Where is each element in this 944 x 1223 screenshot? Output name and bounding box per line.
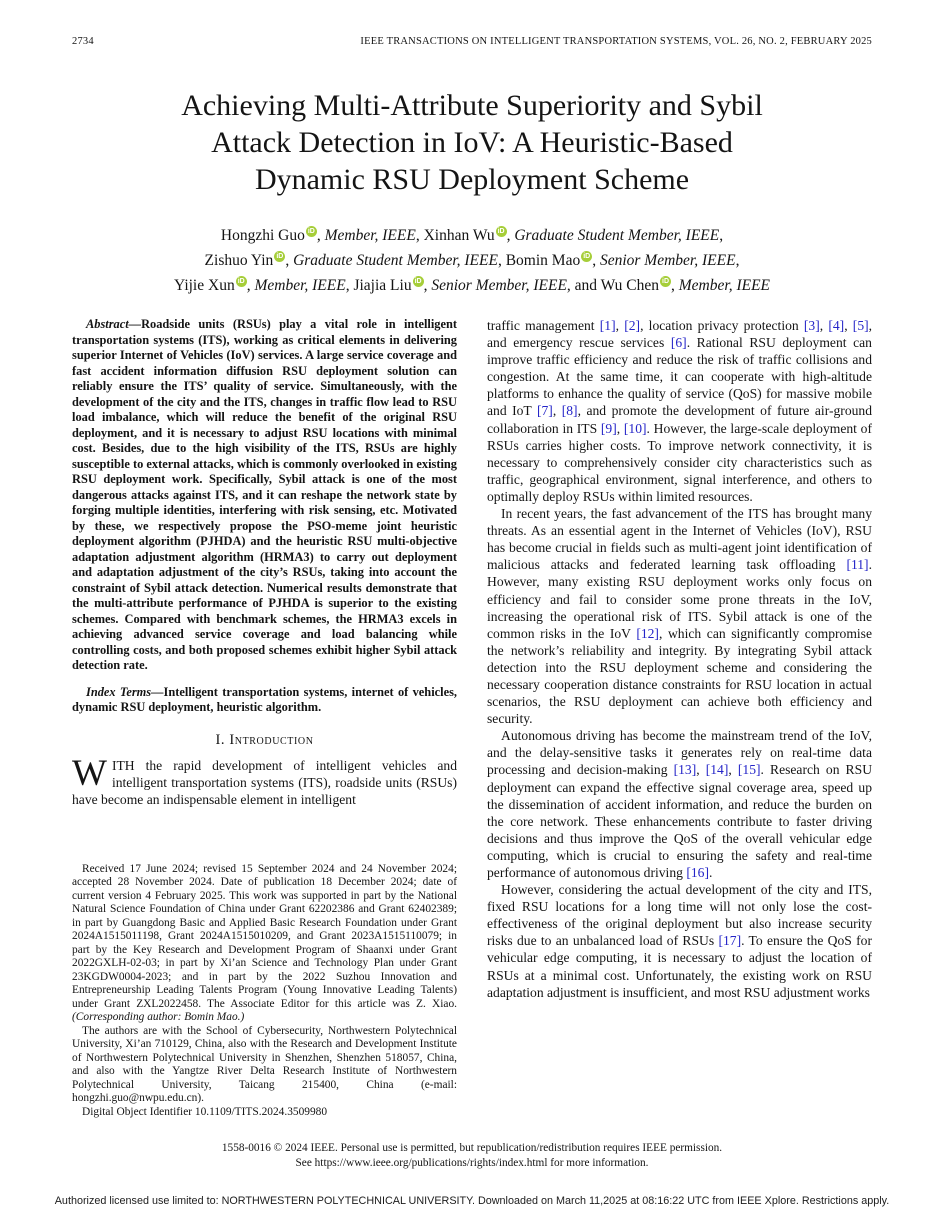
author-role: Member, IEEE — [254, 277, 346, 294]
citation-ref[interactable]: [13] — [673, 762, 697, 778]
intro-text: ITH the rapid development of intelligent vehicles and intelligent transportation systems (ITS), roadside units (RSUs) have become an indispensable element in intelligent — [72, 757, 457, 807]
footnote-received — [72, 863, 457, 1025]
citation-ref[interactable]: [11] — [846, 557, 869, 573]
author-role: Senior Member, IEEE — [599, 252, 736, 269]
two-column-body — [72, 317, 872, 1119]
abstract-label: Abstract— — [86, 317, 142, 331]
orcid-icon[interactable]: iD — [662, 277, 670, 285]
authorized-use-notice: Authorized licensed use limited to: NORTHWESTERN POLYTECHNICAL UNIVERSITY. Downloaded on March 11,2025 at 08:16:22 UTC from IEEE Xplore. Restrictions apply. — [54, 1195, 890, 1207]
citation-ref[interactable]: [9] — [600, 420, 617, 436]
body-paragraph-4: However, considering the actual development of the city and ITS, fixed RSU locations for a long time will not only lose the cost-effectiveness of the original deployment but also increase security risks due to an unbalanced load of RSUs [17]. To ensure the QoS for vehicular edge computing, it is necessary to adjust the location of RSUs at a minimal cost. Unfortunately, the existing work on RSU adaptation adjustment is insufficient, and most RSU adjustment works — [487, 882, 872, 1000]
author-role: Graduate Student Member, IEEE — [514, 227, 720, 244]
abstract — [72, 317, 457, 674]
author-name: Xinhan Wu — [423, 227, 495, 244]
author-name: Wu Chen — [600, 277, 660, 294]
author-name: Yijie Xun — [173, 277, 235, 294]
author-role: Member, IEEE — [324, 227, 416, 244]
citation-ref[interactable]: [2] — [624, 318, 641, 333]
first-page-footnote — [72, 863, 457, 1120]
author-line-2: Zishuo Yin iD , Graduate Student Member, IEEE, Bomin Mao iD , Senior Member, IEEE, — [204, 252, 740, 269]
footnote-doi: Digital Object Identifier 10.1109/TITS.2024.3509980 — [82, 1105, 328, 1118]
copyright-footer — [0, 1141, 944, 1171]
intro-paragraph — [72, 752, 457, 808]
citation-ref[interactable]: [15] — [737, 762, 761, 778]
citation-ref[interactable]: [8] — [561, 403, 578, 419]
citation-ref[interactable]: [4] — [828, 318, 845, 333]
title-line-3: Dynamic RSU Deployment Scheme — [254, 163, 690, 196]
orcid-icon[interactable]: iD — [497, 227, 505, 235]
citation-ref[interactable]: [3] — [803, 318, 820, 333]
right-column — [487, 317, 872, 1119]
body-paragraph-3: Autonomous driving has become the mainstream trend of the IoV, and the delay-sensitive tasks it generates rely on real-time data processing and decision-making [13], [14], [15]. Research on RSU deployment can expand the effective signal coverage area, speed up the dissemination of accident information, and reduce the burden on the core network. These enhancements contribute to faster driving decisions and thus improve the QoS of the overall vehicular edge computing, which is crucial to ensuring the safety and real-time performance of autonomous driving [16]. — [487, 728, 872, 880]
author-name: Zishuo Yin — [204, 252, 274, 269]
journal-header: IEEE TRANSACTIONS ON INTELLIGENT TRANSPORTATION SYSTEMS, VOL. 26, NO. 2, FEBRUARY 2025 — [360, 36, 872, 47]
left-column — [72, 317, 457, 1119]
orcid-icon[interactable]: iD — [237, 277, 245, 285]
citation-ref[interactable]: [14] — [705, 762, 729, 778]
index-terms-text: Intelligent transportation systems, internet of vehicles, dynamic RSU deployment, heuristic algorithm. — [72, 684, 457, 714]
index-terms-label: Index Terms— — [86, 684, 164, 699]
author-line-1: Hongzhi Guo iD , Member, IEEE, Xinhan Wu iD , Graduate Student Member, IEEE, — [220, 227, 724, 244]
dropcap: W — [72, 752, 107, 794]
footnote-affiliations: The authors are with the School of Cybersecurity, Northwestern Polytechnical University, Xi’an 710129, China, also with the Research and Development Institute of Northwestern Polytechnical University in Shenzhen, Shenzhen 518057, China, and also with the Yangtze River Delta Research Institute of Northwestern Polytechnical University, Taicang 215400, China (e-mail: hongzhi.guo@nwpu.edu.cn). — [72, 1024, 457, 1104]
orcid-icon[interactable]: iD — [276, 252, 284, 260]
citation-ref[interactable]: [12] — [636, 625, 659, 641]
page-number: 2734 — [72, 36, 94, 47]
orcid-icon[interactable]: iD — [583, 252, 591, 260]
citation-ref[interactable]: [16] — [686, 865, 709, 880]
abstract-text: Roadside units (RSUs) play a vital role in intelligent transportation systems (ITS), working as critical elements in delivering superior Internet of Vehicles (IoV) services. A large service coverage and fast accident information diffusion RSU deployment solution can reliably ensure the ITS’ quality of service. Simultaneously, with the development of the city and the ITS, changes in traffic flow lead to RSU load imbalance, which will reduce the benefit of the original RSU deployment, and it is necessary to adjust RSU locations with minimal cost. Besides, due to the high visibility of the ITS, RSUs are highly susceptible to external attacks, which is commonly overlooked in existing RSU deployment work. Specifically, Sybil attack is one of the most dangerous attacks against ITS, and it can reshape the network state by forging multiple identities, interfering with risk sensing, etc. Motivated by these, we respectively propose the PSO-meme joint heuristic deployment algorithm (PJHDA) and the heuristic RSU multi-objective adaptation adjustment algorithm (HRMA3) to carry out deployment and adaptation adjustment of the city’s RSUs, taking into account the constraint of Sybil attack detection. Numerical results demonstrate that the multi-attribute performance of PJHDA is superior to the existing schemes. Compared with benchmark schemes, the HRMA3 excels in achieving advanced service coverage and load balancing while controlling costs, and both proposed schemes exhibit higher Sybil attack detection rate. — [72, 317, 457, 672]
orcid-icon[interactable]: iD — [414, 277, 422, 285]
paper-title — [72, 87, 872, 198]
copyright-line: 1558-0016 © 2024 IEEE. Personal use is permitted, but republication/redistribution requires IEEE permission. — [221, 1142, 723, 1154]
citation-ref[interactable]: [17] — [718, 933, 742, 949]
author-name: Hongzhi Guo — [220, 227, 305, 244]
author-role: Graduate Student Member, IEEE — [293, 252, 498, 269]
corresponding-author-note: (Corresponding author: Bomin Mao.) — [72, 1011, 245, 1023]
section-heading-introduction: I. Introduction — [215, 731, 314, 748]
running-head — [72, 36, 872, 47]
body-paragraph-2: In recent years, the fast advancement of the ITS has brought many threats. As an essential agent in the Internet of Vehicles (IoV), RSU has become crucial in fields such as multi-agent joint identification of malicious attacks and federated learning task offloading [11]. However, many existing RSU deployment works only focus on efficiency and fail to consider some prone threats in the IoV, increasing the operational risk of ITS. Sybil attack is one of the common risks in the IoV [12], which can significantly compromise the network’s reliability and integrity. By integrating Sybil attack detection into the RSU deployment scheme and considering the necessary cooperation distance constraints for RSU location in actual scenarios, the RSU deployment can achieve both efficiency and security. — [487, 506, 872, 727]
author-role: Senior Member, IEEE — [431, 277, 567, 294]
citation-ref[interactable]: [5] — [852, 318, 869, 333]
orcid-icon[interactable]: iD — [307, 227, 315, 235]
footnote-received-text: Received 17 June 2024; revised 15 September 2024 and 24 November 2024; accepted 28 November 2024. Date of publication 18 December 2024; date of current version 4 February 2025. This work was supported in part by the National Natural Science Foundation of China under Grant 62202386 and Grant 62402389; in part by Guangdong Basic and Applied Basic Research Foundation under Grant 2024A1515011198, Grant 2024A1515010209, and Grant 2023A1515110079; in part by the Key Research and Development Program of Shaanxi under Grant 2022GXLH-02-03; in part by Xi’an Science and Technology Plan under Grant 23KGDW0004-2023; and in part by the 2022 Suzhou Innovation and Entrepreneurship Leading Talents Program (Young Innovative Leading Talents) under Grant ZXL2022458. The Associate Editor for this article was Z. Xiao. — [72, 862, 457, 1010]
index-terms — [72, 685, 457, 716]
author-name: Bomin Mao — [505, 252, 581, 269]
citation-ref[interactable]: [6] — [670, 335, 687, 351]
authors-block — [72, 223, 872, 298]
author-name: Jiajia Liu — [353, 277, 412, 294]
citation-ref[interactable]: [10] — [623, 420, 647, 436]
citation-ref[interactable]: [1] — [599, 318, 616, 333]
body-paragraph-1: traffic management [1], [2], location privacy protection [3], [4], [5], and emergency rescue services [6]. Rational RSU deployment can improve traffic efficiency and reduce the risk of traffic collisions and congestion. At the same time, it can cooperate with high-altitude platforms to enhance the quality of service (QoS) for massive mobile and IoT [7], [8], and promote the development of future air-ground collaboration in ITS [9], [10]. However, the large-scale deployment of RSUs carries higher costs. To improve network connectivity, it is necessary to comprehensively consider city characteristics such as traffic, geographical environment, signal interference, and others to optimally deploy RSUs within limited resources. — [487, 318, 872, 504]
title-line-2: Attack Detection in IoV: A Heuristic-Based — [211, 126, 733, 159]
author-line-3: Yijie Xun iD , Member, IEEE, Jiajia Liu iD , Senior Member, IEEE, and Wu Chen iD , Member, IEEE — [173, 277, 771, 294]
author-role: Member, IEEE — [678, 277, 771, 294]
citation-ref[interactable]: [7] — [536, 403, 553, 419]
title-line-1: Achieving Multi-Attribute Superiority and Sybil — [181, 89, 763, 122]
rights-url-line: See https://www.ieee.org/publications/rights/index.html for more information. — [295, 1157, 649, 1169]
